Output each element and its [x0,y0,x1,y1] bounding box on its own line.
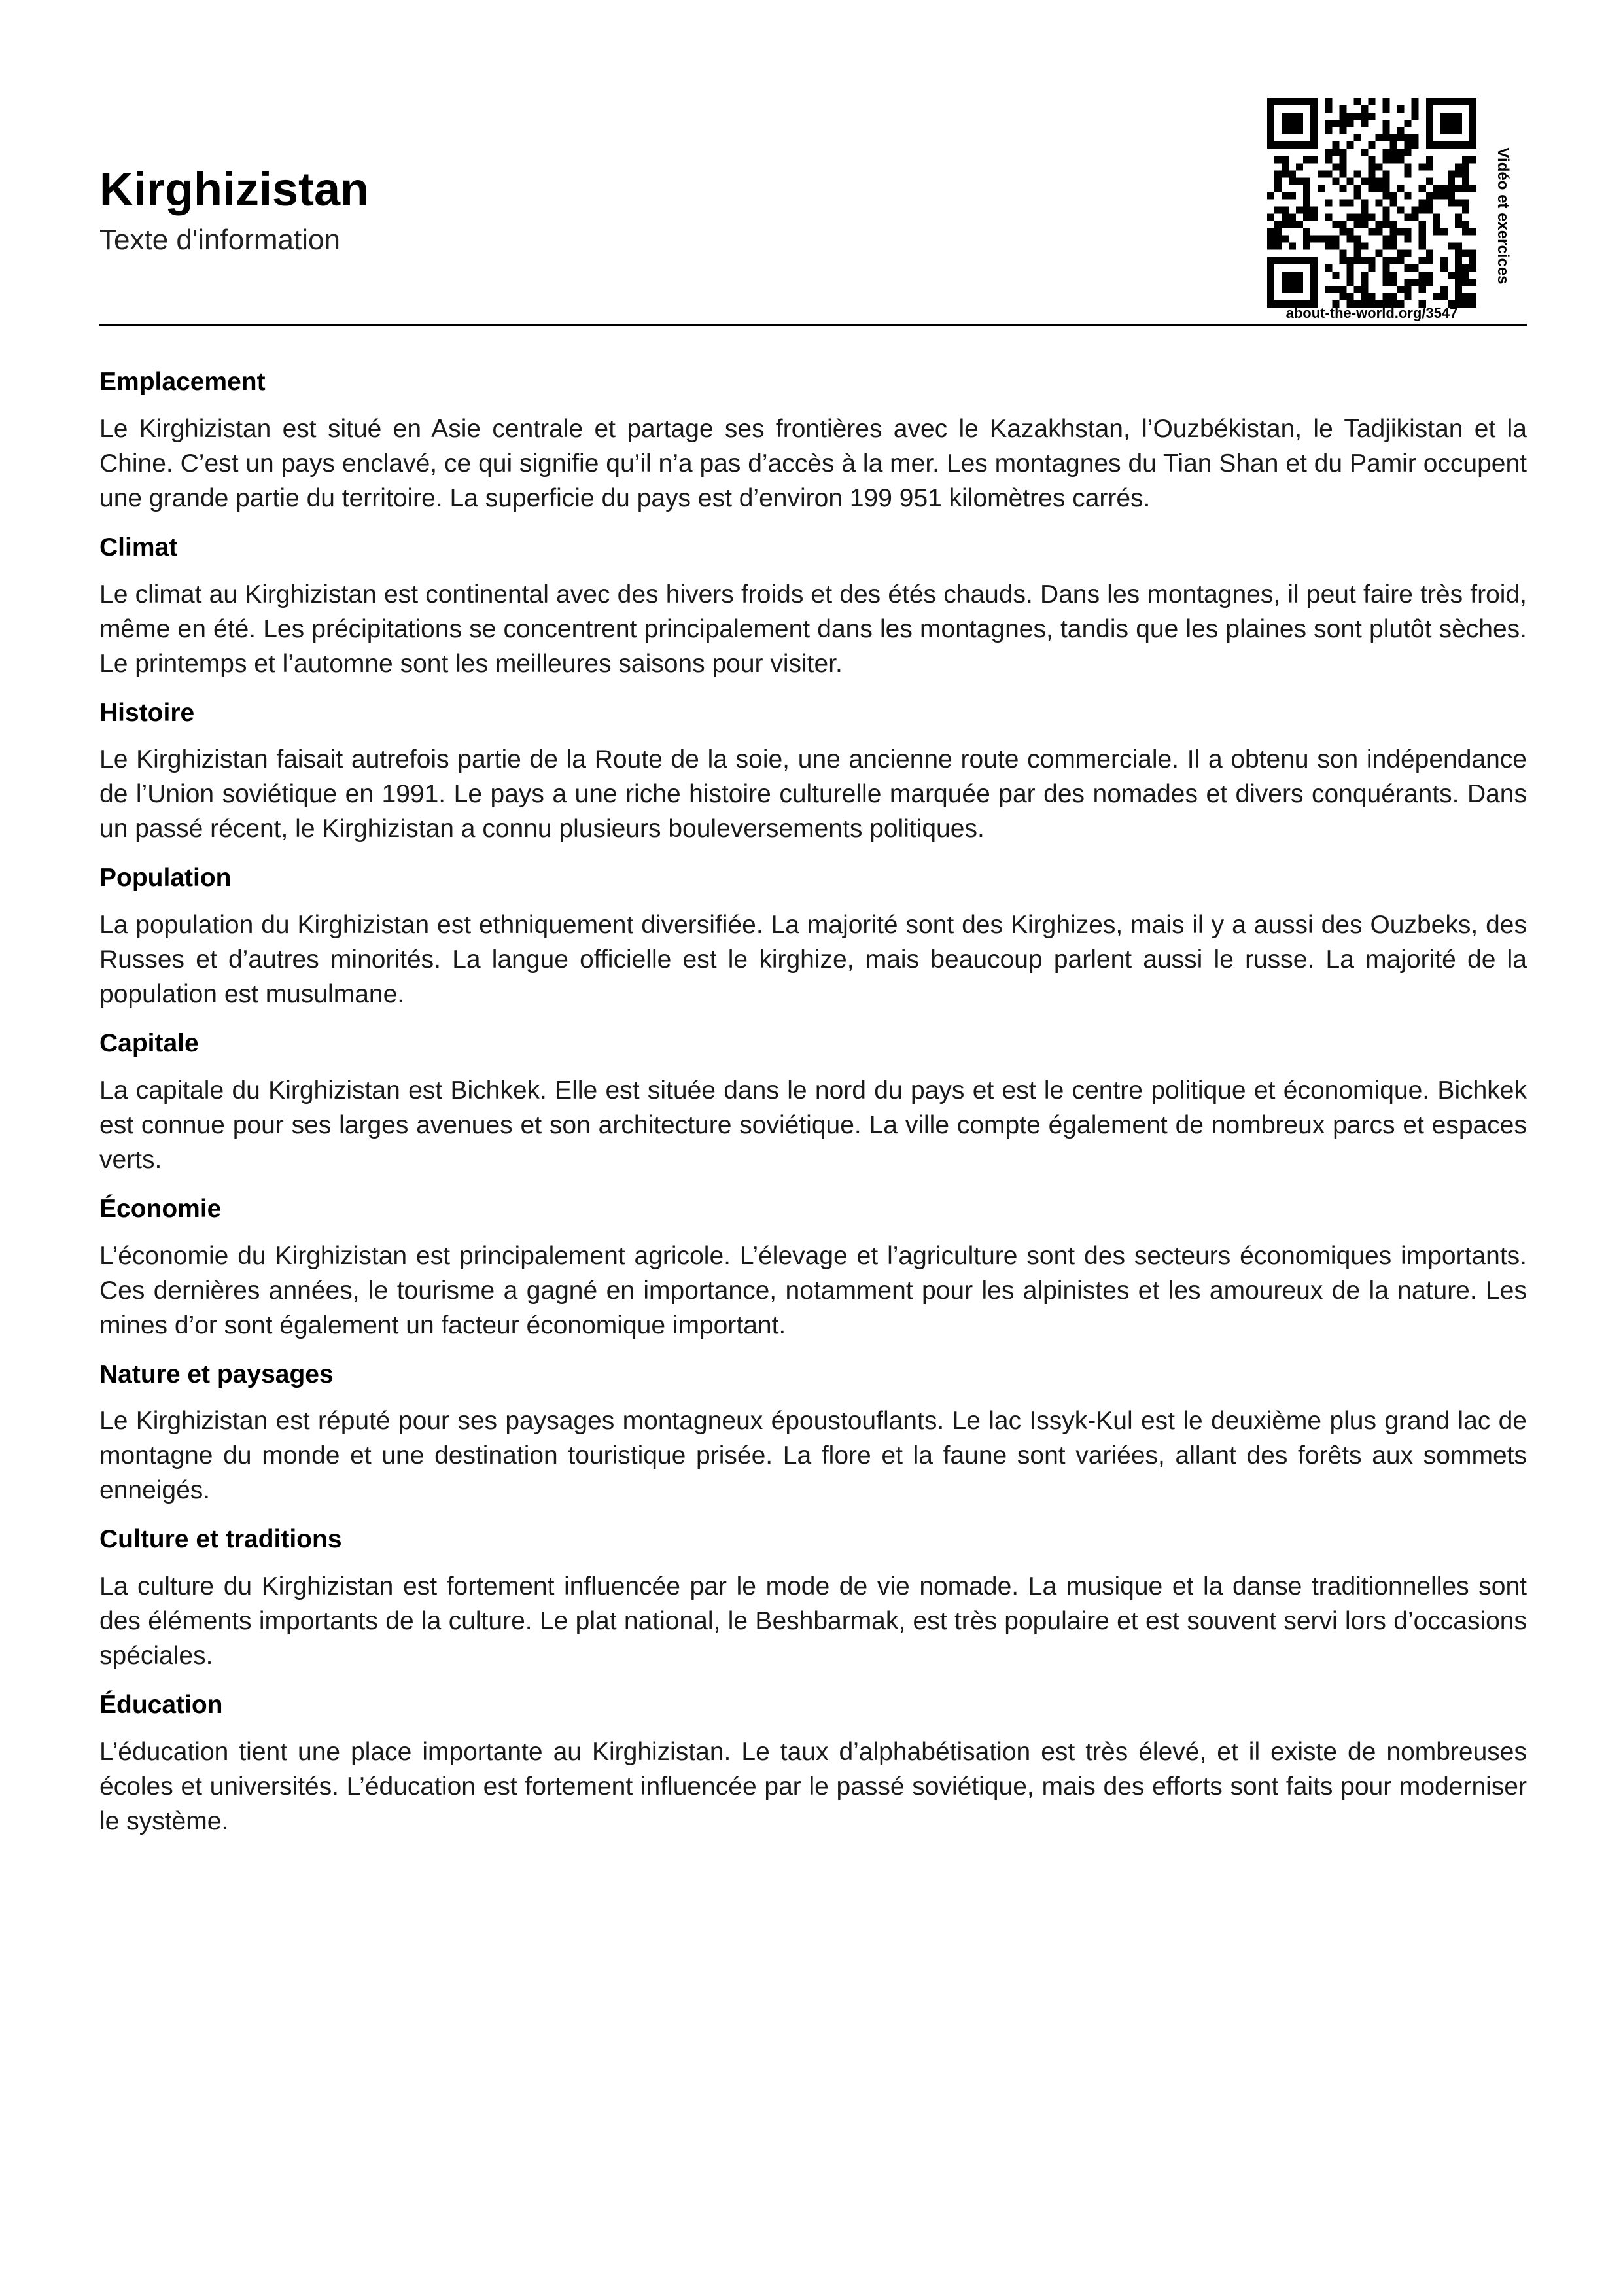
section-population [99,862,1527,1012]
section-heading: Culture et traditions [99,1525,342,1554]
page-subtitle: Texte d'information [99,224,340,256]
section-nature-et-paysages [99,1359,1527,1508]
section-heading: Population [99,864,232,892]
section-emplacement [99,366,1527,516]
section-text: La capitale du Kirghizistan est Bichkek. Elle est située dans le nord du pays et est le centre politique et économique. Bichkek est connue pour ses larges avenues et son architecture soviétique. La ville compte également de nombreux parcs et espaces verts. [99,1076,1527,1174]
qr-code-icon [1267,98,1476,308]
section-climat [99,532,1527,681]
section-text: L’économie du Kirghizistan est principalement agricole. L’élevage et l’agriculture sont des secteurs économiques importants. Ces dernières années, le tourisme a gagné en importance, notamment pour les alpinistes et les amoureux de la nature. Les mines d’or sont également un facteur économique important. [99,1241,1527,1339]
section-text: Le climat au Kirghizistan est continental avec des hivers froids et des étés chauds. Dans les montagnes, il peut faire très froid, même en été. Les précipitations se concentrent principalement dans les montagnes, tandis que les plaines sont plutôt sèches. Le printemps et l’automne sont les meilleures saisons pour visiter. [99,580,1527,678]
section-text: Le Kirghizistan est réputé pour ses paysages montagneux époustouflants. Le lac Issyk-Kul est le deuxième plus grand lac de montagne du monde et une destination touristique prisée. La flore et la faune sont variées, allant des forêts aux sommets enneigés. [99,1407,1527,1505]
document-page [99,0,1527,2296]
section-economie [99,1193,1527,1343]
section-histoire [99,698,1527,847]
qr-side-label [1490,124,1516,308]
section-education [99,1689,1527,1839]
section-heading: Nature et paysages [99,1360,334,1388]
section-text: L’éducation tient une place importante au Kirghizistan. Le taux d’alphabétisation est très élevé, et il existe de nombreuses écoles et universités. L’éducation est fortement influencée par le passé soviétique, mais des efforts sont faits pour moderniser le système. [99,1737,1527,1835]
section-text: Le Kirghizistan est situé en Asie centrale et partage ses frontières avec le Kazakhstan, l’Ouzbékistan, le Tadjikistan et la Chine. C’est un pays enclavé, ce qui signifie qu’il n’a pas d’accès à la mer. Les montagnes du Tian Shan et du Pamir occupent une grande partie du territoire. La superficie du pays est d’environ 199 951 kilomètres carrés. [99,414,1527,512]
section-heading: Emplacement [99,368,266,396]
qr-side-label-text: Vidéo et exercices [1494,147,1512,285]
section-heading: Climat [99,533,178,561]
page-title: Kirghizistan [99,164,370,216]
section-heading: Économie [99,1194,222,1223]
section-heading: Histoire [99,698,195,727]
section-text: Le Kirghizistan faisait autrefois partie de la Route de la soie, une ancienne route commerciale. Il a obtenu son indépendance de l’Union soviétique en 1991. Le pays a une riche histoire culturelle marquée par des nomades et divers conquérants. Dans un passé récent, le Kirghizistan a connu plusieurs bouleversements politiques. [99,745,1527,843]
section-culture-et-traditions [99,1524,1527,1673]
section-heading: Éducation [99,1691,223,1719]
section-capitale [99,1028,1527,1177]
section-text: La population du Kirghizistan est ethniquement diversifiée. La majorité sont des Kirghizes, mais il y a aussi des Ouzbeks, des Russes et d’autres minorités. La langue officielle est le kirghize, mais beaucoup parlent aussi le russe. La majorité de la population est musulmane. [99,911,1527,1008]
section-heading: Capitale [99,1029,199,1057]
qr-url[interactable]: about-the-world.org/3547 [1285,305,1458,321]
document-body [99,366,1527,1855]
section-text: La culture du Kirghizistan est fortement influencée par le mode de vie nomade. La musique et la danse traditionnelles sont des éléments importants de la culture. Le plat national, le Beshbarmak, est très populaire et est souvent servi lors d’occasions spéciales. [99,1572,1527,1670]
qr-block [1267,98,1527,324]
document-header [99,98,1527,326]
